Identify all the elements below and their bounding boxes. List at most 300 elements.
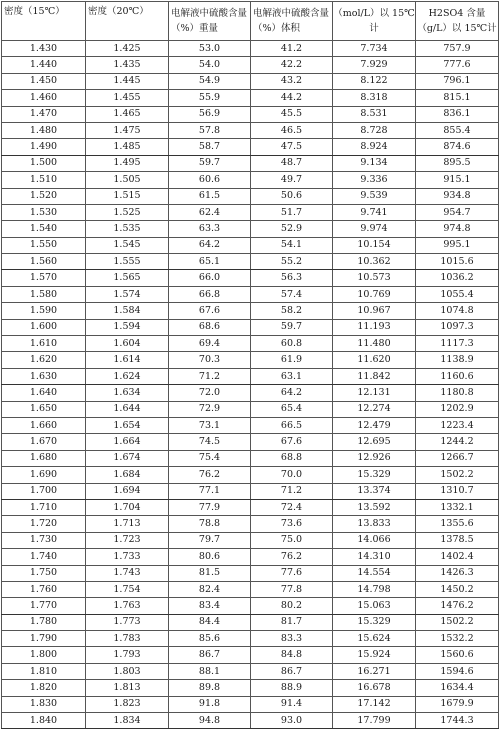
cell-h2so4-gl: 934.8 [416, 188, 499, 204]
cell-molarity: 12.274 [333, 401, 416, 417]
cell-density-15c: 1.500 [2, 155, 86, 171]
cell-weight-percent: 62.4 [169, 204, 251, 220]
cell-weight-percent: 78.8 [169, 516, 251, 532]
table-row [2, 90, 499, 106]
cell-volume-percent: 72.4 [251, 499, 333, 515]
table-row [2, 286, 499, 302]
cell-weight-percent: 88.1 [169, 663, 251, 679]
cell-density-15c: 1.810 [2, 663, 86, 679]
cell-density-15c: 1.580 [2, 286, 86, 302]
cell-density-20c: 1.823 [86, 696, 169, 712]
cell-volume-percent: 41.2 [251, 41, 333, 57]
cell-density-15c: 1.710 [2, 499, 86, 515]
cell-volume-percent: 68.8 [251, 450, 333, 466]
table-row [2, 713, 499, 729]
table-row [2, 467, 499, 483]
header-h2so4-content: H2SO4 含量（g/L）以 15℃计 [416, 2, 499, 41]
cell-h2so4-gl: 1074.8 [416, 303, 499, 319]
cell-weight-percent: 73.1 [169, 417, 251, 433]
cell-molarity: 7.734 [333, 41, 416, 57]
cell-h2so4-gl: 1332.1 [416, 499, 499, 515]
cell-volume-percent: 77.6 [251, 565, 333, 581]
cell-molarity: 14.798 [333, 581, 416, 597]
cell-molarity: 15.624 [333, 631, 416, 647]
cell-density-20c: 1.475 [86, 122, 169, 138]
cell-density-15c: 1.800 [2, 647, 86, 663]
cell-molarity: 10.573 [333, 270, 416, 286]
cell-volume-percent: 77.8 [251, 581, 333, 597]
cell-h2so4-gl: 1223.4 [416, 417, 499, 433]
cell-h2so4-gl: 1502.2 [416, 467, 499, 483]
cell-density-15c: 1.670 [2, 434, 86, 450]
cell-weight-percent: 64.2 [169, 237, 251, 253]
cell-density-20c: 1.535 [86, 221, 169, 237]
cell-density-15c: 1.470 [2, 106, 86, 122]
cell-h2so4-gl: 1266.7 [416, 450, 499, 466]
cell-weight-percent: 84.4 [169, 614, 251, 630]
cell-h2so4-gl: 895.5 [416, 155, 499, 171]
cell-volume-percent: 50.6 [251, 188, 333, 204]
header-acid-volume-percent: 电解液中硫酸含量（%）体积 [251, 2, 333, 41]
cell-density-15c: 1.830 [2, 696, 86, 712]
cell-h2so4-gl: 1036.2 [416, 270, 499, 286]
cell-molarity: 11.842 [333, 368, 416, 384]
cell-density-15c: 1.720 [2, 516, 86, 532]
table-row [2, 549, 499, 565]
cell-h2so4-gl: 796.1 [416, 73, 499, 89]
cell-volume-percent: 83.3 [251, 631, 333, 647]
table-row [2, 57, 499, 73]
cell-weight-percent: 66.8 [169, 286, 251, 302]
cell-density-20c: 1.485 [86, 139, 169, 155]
cell-density-20c: 1.674 [86, 450, 169, 466]
cell-density-15c: 1.550 [2, 237, 86, 253]
table-row [2, 614, 499, 630]
cell-density-20c: 1.733 [86, 549, 169, 565]
cell-volume-percent: 56.3 [251, 270, 333, 286]
cell-weight-percent: 63.3 [169, 221, 251, 237]
cell-weight-percent: 74.5 [169, 434, 251, 450]
table-row [2, 401, 499, 417]
cell-molarity: 11.480 [333, 336, 416, 352]
cell-density-15c: 1.480 [2, 122, 86, 138]
cell-density-20c: 1.634 [86, 385, 169, 401]
cell-volume-percent: 64.2 [251, 385, 333, 401]
table-row [2, 368, 499, 384]
cell-molarity: 8.318 [333, 90, 416, 106]
table-row [2, 336, 499, 352]
cell-molarity: 10.769 [333, 286, 416, 302]
cell-volume-percent: 75.0 [251, 532, 333, 548]
cell-density-15c: 1.760 [2, 581, 86, 597]
cell-weight-percent: 72.0 [169, 385, 251, 401]
cell-h2so4-gl: 1055.4 [416, 286, 499, 302]
cell-density-20c: 1.834 [86, 713, 169, 729]
cell-density-15c: 1.620 [2, 352, 86, 368]
cell-molarity: 15.329 [333, 614, 416, 630]
cell-h2so4-gl: 815.1 [416, 90, 499, 106]
cell-weight-percent: 82.4 [169, 581, 251, 597]
cell-volume-percent: 70.0 [251, 467, 333, 483]
cell-density-15c: 1.520 [2, 188, 86, 204]
cell-density-15c: 1.770 [2, 598, 86, 614]
cell-volume-percent: 58.2 [251, 303, 333, 319]
cell-density-20c: 1.773 [86, 614, 169, 630]
cell-h2so4-gl: 1502.2 [416, 614, 499, 630]
cell-volume-percent: 59.7 [251, 319, 333, 335]
cell-volume-percent: 49.7 [251, 172, 333, 188]
table-row [2, 254, 499, 270]
cell-h2so4-gl: 1426.3 [416, 565, 499, 581]
header-acid-weight-percent: 电解液中硫酸含量（%）重量 [169, 2, 251, 41]
cell-weight-percent: 70.3 [169, 352, 251, 368]
table-row [2, 204, 499, 220]
cell-volume-percent: 44.2 [251, 90, 333, 106]
cell-density-15c: 1.610 [2, 336, 86, 352]
cell-h2so4-gl: 1180.8 [416, 385, 499, 401]
cell-density-20c: 1.763 [86, 598, 169, 614]
cell-molarity: 10.362 [333, 254, 416, 270]
cell-density-20c: 1.644 [86, 401, 169, 417]
cell-density-20c: 1.445 [86, 73, 169, 89]
cell-weight-percent: 76.2 [169, 467, 251, 483]
table-row [2, 647, 499, 663]
cell-volume-percent: 52.9 [251, 221, 333, 237]
cell-molarity: 12.695 [333, 434, 416, 450]
table-row [2, 319, 499, 335]
cell-molarity: 13.833 [333, 516, 416, 532]
cell-h2so4-gl: 1310.7 [416, 483, 499, 499]
table-row [2, 450, 499, 466]
cell-molarity: 8.728 [333, 122, 416, 138]
cell-molarity: 13.374 [333, 483, 416, 499]
cell-density-15c: 1.680 [2, 450, 86, 466]
cell-molarity: 16.678 [333, 680, 416, 696]
cell-density-20c: 1.723 [86, 532, 169, 548]
cell-weight-percent: 72.9 [169, 401, 251, 417]
cell-h2so4-gl: 1476.2 [416, 598, 499, 614]
cell-density-15c: 1.840 [2, 713, 86, 729]
cell-volume-percent: 84.8 [251, 647, 333, 663]
cell-density-20c: 1.654 [86, 417, 169, 433]
table-body [2, 41, 499, 729]
cell-weight-percent: 94.8 [169, 713, 251, 729]
cell-weight-percent: 66.0 [169, 270, 251, 286]
cell-h2so4-gl: 1138.9 [416, 352, 499, 368]
cell-molarity: 12.479 [333, 417, 416, 433]
cell-density-20c: 1.435 [86, 57, 169, 73]
cell-density-20c: 1.604 [86, 336, 169, 352]
table-row [2, 352, 499, 368]
table-row [2, 581, 499, 597]
cell-density-15c: 1.820 [2, 680, 86, 696]
cell-volume-percent: 63.1 [251, 368, 333, 384]
table-row [2, 516, 499, 532]
header-density-20c: 密度（20℃） [86, 2, 169, 41]
cell-weight-percent: 53.0 [169, 41, 251, 57]
cell-h2so4-gl: 954.7 [416, 204, 499, 220]
cell-volume-percent: 91.4 [251, 696, 333, 712]
cell-density-15c: 1.630 [2, 368, 86, 384]
cell-weight-percent: 81.5 [169, 565, 251, 581]
cell-h2so4-gl: 1594.6 [416, 663, 499, 679]
cell-volume-percent: 60.8 [251, 336, 333, 352]
table-row [2, 73, 499, 89]
cell-density-20c: 1.425 [86, 41, 169, 57]
cell-density-15c: 1.740 [2, 549, 86, 565]
header-density-15c: 密度（15℃） [2, 2, 86, 41]
cell-volume-percent: 45.5 [251, 106, 333, 122]
cell-density-20c: 1.465 [86, 106, 169, 122]
cell-density-15c: 1.640 [2, 385, 86, 401]
cell-density-15c: 1.570 [2, 270, 86, 286]
cell-molarity: 9.336 [333, 172, 416, 188]
cell-weight-percent: 77.1 [169, 483, 251, 499]
table-row [2, 303, 499, 319]
table-row [2, 221, 499, 237]
cell-h2so4-gl: 874.6 [416, 139, 499, 155]
cell-weight-percent: 54.9 [169, 73, 251, 89]
cell-density-20c: 1.545 [86, 237, 169, 253]
cell-molarity: 15.329 [333, 467, 416, 483]
cell-volume-percent: 54.1 [251, 237, 333, 253]
cell-volume-percent: 51.7 [251, 204, 333, 220]
cell-volume-percent: 48.7 [251, 155, 333, 171]
cell-weight-percent: 86.7 [169, 647, 251, 663]
table-row [2, 139, 499, 155]
cell-h2so4-gl: 1117.3 [416, 336, 499, 352]
table-row [2, 270, 499, 286]
cell-h2so4-gl: 1679.9 [416, 696, 499, 712]
cell-density-15c: 1.560 [2, 254, 86, 270]
cell-density-15c: 1.510 [2, 172, 86, 188]
cell-weight-percent: 69.4 [169, 336, 251, 352]
cell-density-20c: 1.743 [86, 565, 169, 581]
cell-h2so4-gl: 836.1 [416, 106, 499, 122]
cell-molarity: 14.066 [333, 532, 416, 548]
cell-density-20c: 1.713 [86, 516, 169, 532]
table-row [2, 499, 499, 515]
cell-molarity: 12.926 [333, 450, 416, 466]
cell-h2so4-gl: 777.6 [416, 57, 499, 73]
cell-density-15c: 1.750 [2, 565, 86, 581]
cell-density-20c: 1.783 [86, 631, 169, 647]
cell-h2so4-gl: 1560.6 [416, 647, 499, 663]
cell-density-15c: 1.540 [2, 221, 86, 237]
cell-h2so4-gl: 1532.2 [416, 631, 499, 647]
cell-weight-percent: 83.4 [169, 598, 251, 614]
table-row [2, 434, 499, 450]
cell-h2so4-gl: 1402.4 [416, 549, 499, 565]
cell-density-20c: 1.813 [86, 680, 169, 696]
table-row [2, 172, 499, 188]
cell-density-15c: 1.650 [2, 401, 86, 417]
cell-density-20c: 1.495 [86, 155, 169, 171]
table-row [2, 106, 499, 122]
cell-molarity: 17.799 [333, 713, 416, 729]
table-row [2, 122, 499, 138]
cell-h2so4-gl: 1634.4 [416, 680, 499, 696]
cell-h2so4-gl: 915.1 [416, 172, 499, 188]
cell-density-20c: 1.584 [86, 303, 169, 319]
cell-weight-percent: 67.6 [169, 303, 251, 319]
cell-volume-percent: 43.2 [251, 73, 333, 89]
cell-density-20c: 1.704 [86, 499, 169, 515]
cell-density-20c: 1.694 [86, 483, 169, 499]
cell-h2so4-gl: 855.4 [416, 122, 499, 138]
cell-weight-percent: 55.9 [169, 90, 251, 106]
cell-weight-percent: 71.2 [169, 368, 251, 384]
cell-density-20c: 1.565 [86, 270, 169, 286]
table-row [2, 417, 499, 433]
cell-weight-percent: 85.6 [169, 631, 251, 647]
cell-volume-percent: 76.2 [251, 549, 333, 565]
cell-weight-percent: 89.8 [169, 680, 251, 696]
cell-weight-percent: 68.6 [169, 319, 251, 335]
table-row [2, 663, 499, 679]
cell-density-15c: 1.700 [2, 483, 86, 499]
cell-weight-percent: 58.7 [169, 139, 251, 155]
cell-density-20c: 1.525 [86, 204, 169, 220]
cell-density-15c: 1.690 [2, 467, 86, 483]
cell-h2so4-gl: 1355.6 [416, 516, 499, 532]
cell-volume-percent: 46.5 [251, 122, 333, 138]
cell-h2so4-gl: 995.1 [416, 237, 499, 253]
cell-density-20c: 1.505 [86, 172, 169, 188]
cell-density-15c: 1.430 [2, 41, 86, 57]
cell-density-20c: 1.793 [86, 647, 169, 663]
cell-h2so4-gl: 757.9 [416, 41, 499, 57]
cell-molarity: 9.974 [333, 221, 416, 237]
cell-h2so4-gl: 1160.6 [416, 368, 499, 384]
cell-weight-percent: 80.6 [169, 549, 251, 565]
cell-molarity: 11.620 [333, 352, 416, 368]
cell-density-15c: 1.490 [2, 139, 86, 155]
cell-molarity: 13.592 [333, 499, 416, 515]
cell-weight-percent: 79.7 [169, 532, 251, 548]
cell-h2so4-gl: 1244.2 [416, 434, 499, 450]
table-header-row [2, 2, 499, 41]
cell-molarity: 17.142 [333, 696, 416, 712]
cell-density-15c: 1.440 [2, 57, 86, 73]
cell-molarity: 15.924 [333, 647, 416, 663]
cell-density-20c: 1.664 [86, 434, 169, 450]
table-row [2, 631, 499, 647]
cell-molarity: 14.310 [333, 549, 416, 565]
table-row [2, 188, 499, 204]
cell-density-15c: 1.660 [2, 417, 86, 433]
cell-density-15c: 1.590 [2, 303, 86, 319]
cell-volume-percent: 57.4 [251, 286, 333, 302]
cell-volume-percent: 73.6 [251, 516, 333, 532]
cell-weight-percent: 91.8 [169, 696, 251, 712]
cell-weight-percent: 65.1 [169, 254, 251, 270]
table-row [2, 237, 499, 253]
cell-molarity: 10.154 [333, 237, 416, 253]
cell-h2so4-gl: 1744.3 [416, 713, 499, 729]
cell-density-20c: 1.624 [86, 368, 169, 384]
cell-h2so4-gl: 1202.9 [416, 401, 499, 417]
cell-volume-percent: 67.6 [251, 434, 333, 450]
cell-molarity: 8.122 [333, 73, 416, 89]
cell-density-20c: 1.684 [86, 467, 169, 483]
cell-molarity: 14.554 [333, 565, 416, 581]
cell-density-20c: 1.803 [86, 663, 169, 679]
table-row [2, 155, 499, 171]
cell-volume-percent: 71.2 [251, 483, 333, 499]
cell-h2so4-gl: 974.8 [416, 221, 499, 237]
cell-h2so4-gl: 1015.6 [416, 254, 499, 270]
cell-density-15c: 1.530 [2, 204, 86, 220]
cell-weight-percent: 61.5 [169, 188, 251, 204]
cell-density-15c: 1.600 [2, 319, 86, 335]
sulfuric-acid-density-table [1, 1, 499, 729]
cell-density-15c: 1.450 [2, 73, 86, 89]
cell-weight-percent: 57.8 [169, 122, 251, 138]
table-row [2, 565, 499, 581]
table-row [2, 483, 499, 499]
cell-density-15c: 1.780 [2, 614, 86, 630]
cell-volume-percent: 81.7 [251, 614, 333, 630]
header-molarity: （mol/L）以 15℃计 [333, 2, 416, 41]
cell-volume-percent: 61.9 [251, 352, 333, 368]
cell-density-20c: 1.594 [86, 319, 169, 335]
cell-molarity: 12.131 [333, 385, 416, 401]
cell-weight-percent: 54.0 [169, 57, 251, 73]
cell-molarity: 9.539 [333, 188, 416, 204]
cell-weight-percent: 60.6 [169, 172, 251, 188]
cell-molarity: 9.741 [333, 204, 416, 220]
cell-volume-percent: 80.2 [251, 598, 333, 614]
table-row [2, 385, 499, 401]
cell-volume-percent: 55.2 [251, 254, 333, 270]
cell-h2so4-gl: 1450.2 [416, 581, 499, 597]
cell-volume-percent: 47.5 [251, 139, 333, 155]
cell-h2so4-gl: 1378.5 [416, 532, 499, 548]
cell-volume-percent: 42.2 [251, 57, 333, 73]
cell-h2so4-gl: 1097.3 [416, 319, 499, 335]
cell-density-15c: 1.460 [2, 90, 86, 106]
cell-molarity: 9.134 [333, 155, 416, 171]
cell-molarity: 8.531 [333, 106, 416, 122]
cell-weight-percent: 77.9 [169, 499, 251, 515]
cell-molarity: 11.193 [333, 319, 416, 335]
cell-weight-percent: 56.9 [169, 106, 251, 122]
cell-density-20c: 1.754 [86, 581, 169, 597]
cell-density-20c: 1.455 [86, 90, 169, 106]
cell-density-15c: 1.790 [2, 631, 86, 647]
cell-density-15c: 1.730 [2, 532, 86, 548]
cell-weight-percent: 75.4 [169, 450, 251, 466]
cell-volume-percent: 88.9 [251, 680, 333, 696]
cell-molarity: 7.929 [333, 57, 416, 73]
cell-volume-percent: 93.0 [251, 713, 333, 729]
cell-molarity: 8.924 [333, 139, 416, 155]
cell-volume-percent: 66.5 [251, 417, 333, 433]
cell-density-20c: 1.574 [86, 286, 169, 302]
table-row [2, 598, 499, 614]
cell-volume-percent: 65.4 [251, 401, 333, 417]
table-row [2, 532, 499, 548]
cell-density-20c: 1.515 [86, 188, 169, 204]
cell-molarity: 16.271 [333, 663, 416, 679]
cell-density-20c: 1.555 [86, 254, 169, 270]
table-row [2, 680, 499, 696]
cell-weight-percent: 59.7 [169, 155, 251, 171]
table-row [2, 696, 499, 712]
cell-molarity: 10.967 [333, 303, 416, 319]
cell-molarity: 15.063 [333, 598, 416, 614]
